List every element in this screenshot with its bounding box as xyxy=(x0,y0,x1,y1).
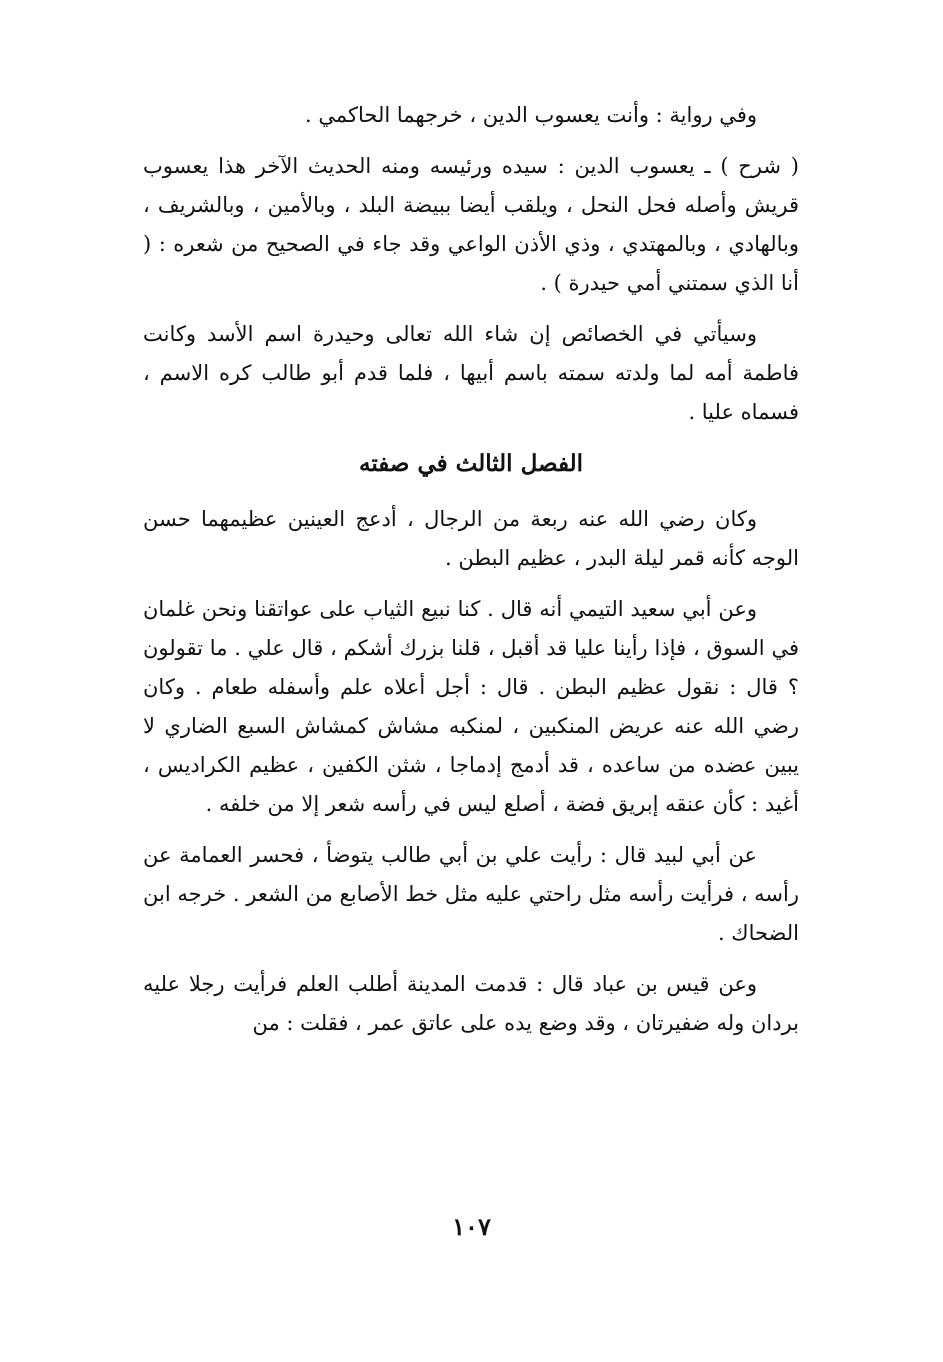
section-heading: الفصل الثالث في صفته xyxy=(359,450,583,477)
paragraph-qays: وعن قيس بن عباد قال : قدمت المدينة أطلب العلم فرأيت رجلا عليه بردان وله ضفيرتان ، وقد وضع يده على عاتق عمر ، فقلت : من xyxy=(143,972,799,1035)
page-number: ١٠٧ xyxy=(452,1212,491,1241)
paragraph-riwaya: وفي رواية : وأنت يعسوب الدين ، خرجهما الحاكمي . xyxy=(305,103,757,127)
paragraph-abu-said: وعن أبي سعيد التيمي أنه قال . كنا نبيع الثياب على عواتقنا ونحن غلمان في السوق ، فإذا رأينا عليا قد أقبل ، قلنا بزرك أشكم ، قال علي . ما تقولون ؟ قال : نقول عظيم البطن . قال : أجل أعلاه علم وأسفله طعام . وكان رضي الله عنه عريض المنكبين ، لمنكبه مشاش كمشاش السبع الضاري لا يبين عضده من ساعده ، قد أدمج إدماجا ، شثن الكفين ، عظيم الكراديس ، أغيد : كأن عنقه إبريق فضة ، أصلع ليس في رأسه شعر إلا من خلفه . xyxy=(143,597,799,816)
paragraph-sharh: ( شرح ) ـ يعسوب الدين : سيده ورئيسه ومنه الحديث الآخر هذا يعسوب قريش وأصله فحل النحل ، ويلقب أيضا ببيضة البلد ، وبالأمين ، وبالشريف ، وبالهادي ، وبالمهتدي ، وذي الأذن الواعي وقد جاء في الصحيح من شعره : ( أنا الذي سمتني أمي حيدرة ) . xyxy=(143,154,799,295)
page-body xyxy=(143,96,799,1055)
paragraph-abu-labid: عن أبي لبيد قال : رأيت علي بن أبي طالب يتوضأ ، فحسر العمامة عن رأسه ، فرأيت رأسه مثل راحتي عليه مثل خط الأصابع من الشعر . خرجه ابن الضحاك . xyxy=(143,843,799,945)
paragraph-haydara: وسيأتي في الخصائص إن شاء الله تعالى وحيدرة اسم الأسد وكانت فاطمة أمه لما ولدته سمته باسم أبيها ، فلما قدم أبو طالب كره الاسم ، فسماه عليا . xyxy=(143,322,799,424)
paragraph-description: وكان رضي الله عنه ربعة من الرجال ، أدعج العينين عظيمهما حسن الوجه كأنه قمر ليلة البدر ، عظيم البطن . xyxy=(143,507,799,570)
